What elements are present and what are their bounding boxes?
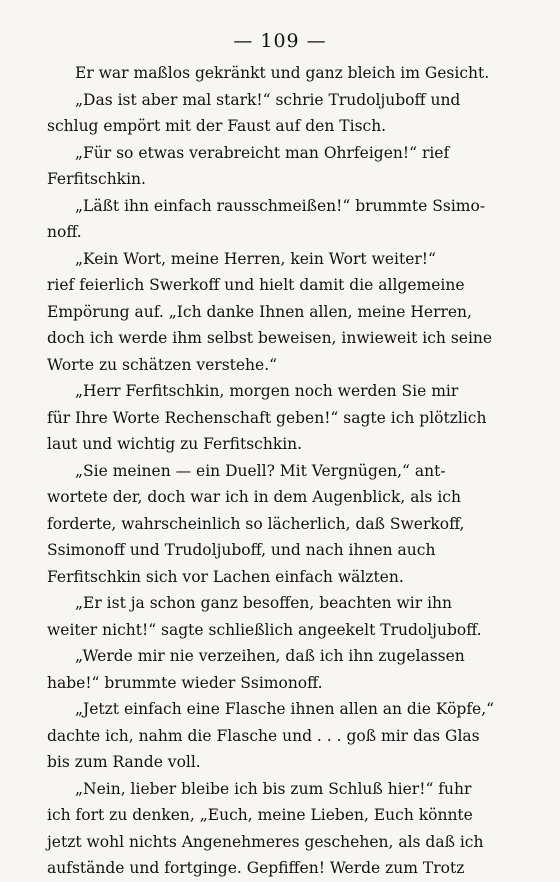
page-body-text bbox=[47, 60, 495, 882]
text-line: jetzt wohl nichts Angenehmeres geschehen, als daß ich bbox=[47, 832, 484, 851]
text-line: Ferfitschkin. bbox=[47, 170, 146, 188]
text-line: forderte, wahrscheinlich so lächerlich, daß Swerkoff, bbox=[47, 514, 465, 533]
text-line: rief feierlich Swerkoff und hielt damit die allgemeine bbox=[47, 276, 465, 294]
text-line: bis zum Rande voll. bbox=[47, 753, 201, 771]
text-line: habe!“ brummte wieder Ssimonoff. bbox=[47, 673, 323, 692]
text-line: „Jetzt einfach eine Flasche ihnen allen an die Köpfe,“ bbox=[75, 700, 495, 718]
text-line: aufstände und fortginge. Gepfiffen! Werde zum Trotz bbox=[47, 859, 465, 877]
text-line: Ferfitschkin sich vor Lachen einfach wälzten. bbox=[47, 567, 404, 586]
text-line: Empörung auf. „Ich danke Ihnen allen, meine Herren, bbox=[47, 302, 472, 321]
text-line: „Er ist ja schon ganz besoffen, beachten wir ihn bbox=[75, 594, 453, 612]
text-line: „Das ist aber mal stark!“ schrie Trudoljuboff und bbox=[75, 90, 461, 109]
text-line: „Läßt ihn einfach rausschmeißen!“ brummte Ssimo- bbox=[75, 196, 486, 215]
text-line: doch ich werde ihm selbst beweisen, inwieweit ich seine bbox=[47, 329, 493, 347]
page-number: — 109 — bbox=[233, 30, 327, 52]
text-line: Ssimonoff und Trudoljuboff, und nach ihnen auch bbox=[47, 541, 436, 559]
text-line: „Werde mir nie verzeihen, daß ich ihn zugelassen bbox=[75, 647, 465, 665]
text-line: wortete der, doch war ich in dem Augenblick, als ich bbox=[47, 488, 461, 506]
text-line: schlug empört mit der Faust auf den Tisch. bbox=[47, 117, 387, 135]
text-line: noff. bbox=[47, 223, 82, 241]
text-line: ich fort zu denken, „Euch, meine Lieben, Euch könnte bbox=[47, 806, 473, 824]
text-line: „Nein, lieber bleibe ich bis zum Schluß hier!“ fuhr bbox=[75, 779, 472, 798]
text-line: „Herr Ferfitschkin, morgen noch werden Sie mir bbox=[75, 382, 459, 400]
text-line: laut und wichtig zu Ferfitschkin. bbox=[47, 435, 303, 453]
text-line: dachte ich, nahm die Flasche und . . . goß mir das Glas bbox=[47, 726, 480, 745]
text-line: weiter nicht!“ sagte schließlich angeekelt Trudoljuboff. bbox=[47, 620, 482, 639]
text-line: „Kein Wort, meine Herren, kein Wort weiter!“ bbox=[75, 249, 436, 268]
text-line: Er war maßlos gekränkt und ganz bleich im Gesicht. bbox=[75, 64, 490, 82]
text-line: für Ihre Worte Rechenschaft geben!“ sagte ich plötzlich bbox=[47, 408, 487, 427]
text-line: „Sie meinen — ein Duell? Mit Vergnügen,“ ant- bbox=[75, 461, 446, 480]
text-line: Worte zu schätzen verstehe.“ bbox=[47, 355, 278, 374]
text-line: „Für so etwas verabreicht man Ohrfeigen!“ rief bbox=[75, 143, 450, 162]
